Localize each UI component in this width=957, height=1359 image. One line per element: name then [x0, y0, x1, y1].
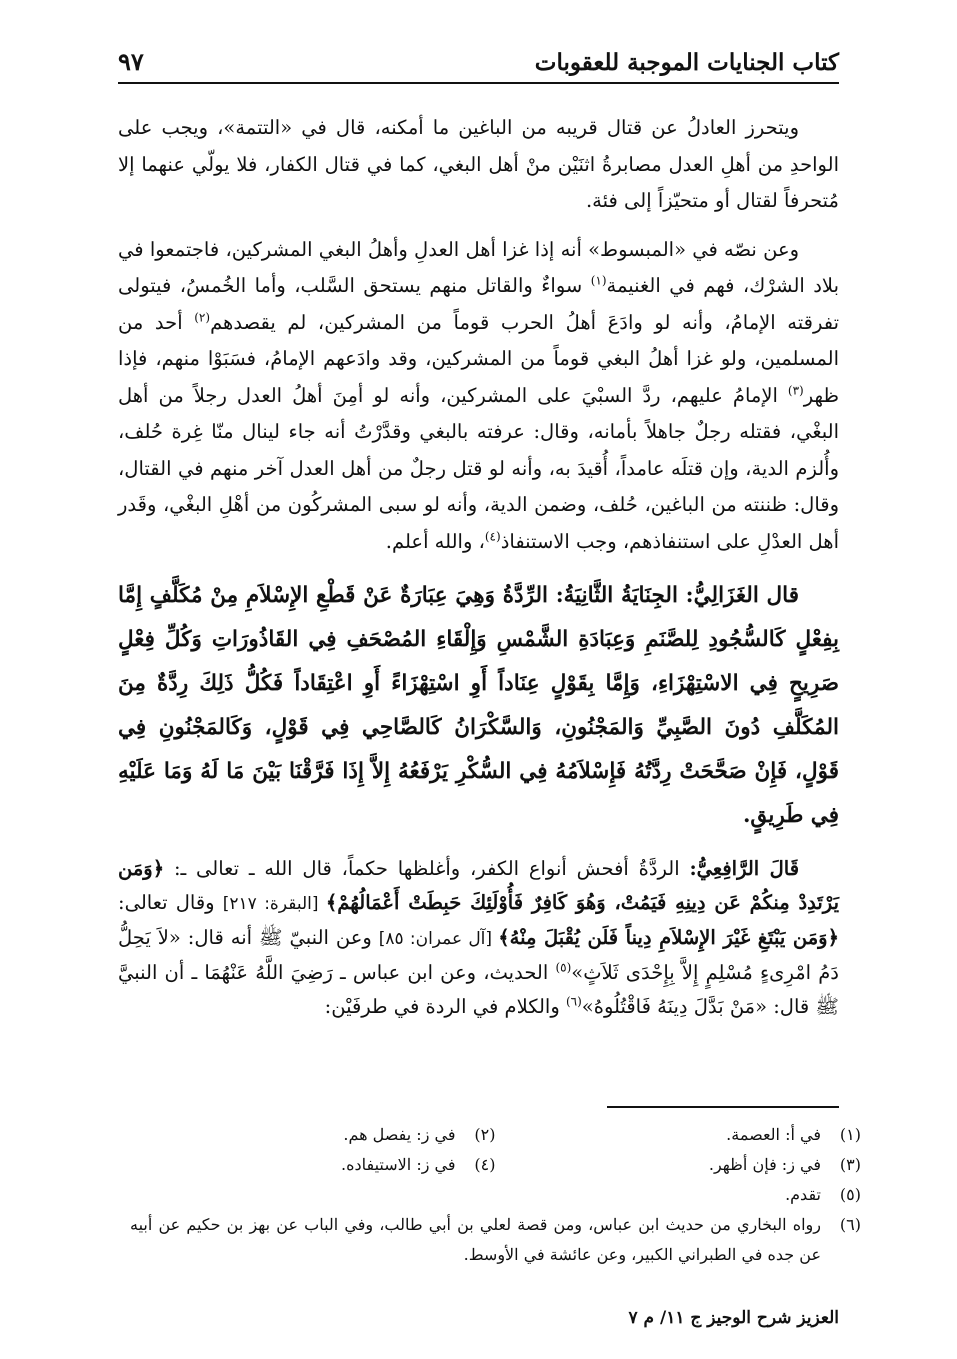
footnote-2 — [130, 1120, 496, 1150]
paragraph-2 — [118, 232, 839, 561]
footnote-6-text: رواه البخاري من حديث ابن عباس، ومن قصة لعلي بن أبي طالب، وفي الباب عن بهز بن حكيم عن أبيه عن جده في الطبراني الكبير، وعن عائشة في الأوسط. — [130, 1215, 821, 1264]
paragraph-2-text-e: ، والله أعلم. — [385, 529, 485, 553]
footnote-3-text: في ز: فإن أظهر. — [708, 1155, 821, 1174]
footnote-4-text: في ز: الاستيفاده. — [341, 1155, 456, 1174]
rafii-text-3: وعن النبيّ ﷺ أنه قال: «لاَ يَحِلُّ دَمُ امْرِىءٍ مُسْلِمٍ إِلاَّ بِإِحْدَى ثَلاَثٍ» — [118, 926, 839, 984]
verse-ref-2: [آل عمران: ٨٥] — [378, 929, 499, 949]
footnote-1-number: (١) — [839, 1125, 861, 1144]
rafii-lead: قَالَ الرَّافِعِيُّ: — [689, 857, 800, 880]
rafii-text-4: الحديث، وعن ابن عباس ـ رَضِيَ اللَّهُ عَنْهُمَا ـ أن النبيَّ ﷺ قال: «مَنْ بَدَّلَ دِينَهُ فَاقْتُلُوهُ» — [118, 961, 839, 1018]
footnote-3 — [496, 1150, 862, 1180]
footnote-1 — [496, 1120, 862, 1150]
footnote-5 — [496, 1180, 862, 1210]
quran-verse-1: ﴿وَمَن يَرْتَدِدْ مِنكُمْ عَن دِينِهِ فَيَمُتْ، وَهُوَ كَافِرٌ فَأُوْلَئِكَ حَبِطَتْ أَعْمَالُهُمْ﴾ — [118, 857, 839, 914]
footnote-5-number: (٥) — [839, 1185, 861, 1204]
page-number: ٩٧ — [118, 47, 144, 76]
running-title: كتاب الجنايات الموجبة للعقوبات — [534, 49, 839, 76]
footnote-row — [130, 1180, 861, 1210]
footnotes — [130, 1120, 861, 1270]
paragraph-2-text-c: أحد من المسلمين، ولو غزا أهلُ البغي قوماً من المشركين، وقد وادَعهم الإمامُ، فسَبَوْا منهم، فإذا ظهر — [118, 310, 839, 407]
rafii-text-2: وقال تعالى: — [118, 891, 223, 914]
footnote-row — [130, 1120, 861, 1150]
footnote-ref-2[interactable]: (٢) — [194, 310, 211, 324]
rafii-text-5: والكلام في الردة في طرفَيْن: — [324, 995, 566, 1018]
footnote-4-number: (٤) — [474, 1155, 496, 1174]
footnote-ref-6[interactable]: (٦) — [565, 994, 582, 1009]
footnote-ref-4[interactable]: (٤) — [484, 529, 501, 543]
footnote-2-number: (٢) — [474, 1125, 496, 1144]
ghazali-text — [118, 574, 839, 838]
quran-verse-2: ﴿وَمَن يَبْتَغِ غَيْرَ الإِسْلاَمِ دِيناً فَلَن يُقْبَلَ مِنْهُ﴾ — [498, 926, 839, 949]
footnote-divider — [607, 1106, 839, 1108]
paragraph-2-text-a: وعن نصّه في «المبسوط» أنه إذا غزا أهل العدلِ وأهلُ البغي المشركين، فاجتمعوا في بلاد الشرْك، فهم في الغنيمة — [118, 237, 839, 297]
rafii-text-1: الردَّةُ أفحش أنواع الكفر، وأغلظها حكماً، قال الله ـ تعالى ـ: — [164, 857, 690, 880]
page-header — [118, 44, 839, 84]
page-footer: العزيز شرح الوجيز ج ١١/ م ٧ — [628, 1308, 839, 1328]
paragraph-1-text: ويتحرز العادلُ عن قتال قريبه من الباغين ما أمكنه، قال في «التتمة»، ويجب على الواحدِ من أهلِ العدل مصابرةُ اثنَيْن منْ أهل البغي، كما في قتال الكفار، فلا يولّي عنهما إلا مُتحرفاً لقتال أو متحيّزاً إلى فئة. — [118, 116, 839, 212]
ghazali-body: الجِنَايَةُ الثَّانِيَةُ: الرِّدَّةُ وَهِيَ عِبَارَةٌ عَنْ قَطْعِ الإِسْلاَمِ مِنْ مُكَلَّفٍ إِمَّا بِفِعْلٍ كَالسُّجُودِ لِلصَّنَمِ وَعِبَادَةِ الشَّمْسِ وَإِلْقَاءِ المُصْحَفِ فِي القَاذُورَاتِ وَكُلِّ فِعْلٍ صَرِيحٍ فِي الاسْتِهْزَاءِ، وَإِمَّا بِقَوْلٍ عِنَاداً أَوِ اسْتِهْزَاءً أَوِ اعْتِقَاداً فَكُلُّ ذَلِكَ رِدَّةٌ مِنَ المُكَلَّفِ دُونَ الصَّبِيِّ وَالمَجْنُونِ، وَالسَّكْرَانُ كَالصَّاحِي فِي قَوْلٍ، وَكَالمَجْنُونِ فِي قَوْلٍ، فَإِنْ صَحَّحَتْ رِدَّتُهُ فَإِسْلاَمُهُ فِي السُّكْرِ يَرْفَعُهُ إِلاَّ إِذَا فَرَّقْنَا بَيْنَ مَا لَهُ وَمَا عَلَيْهِ فِي طَرِيقٍ. — [118, 583, 839, 828]
footnote-5-text: تقدم. — [785, 1185, 821, 1204]
footnote-2-text: في ز: يفصل هم. — [343, 1125, 456, 1144]
verse-ref-1: [البقرة: ٢١٧] — [222, 894, 326, 914]
paragraph-2-text-d: الإمامُ عليهم، ردَّ السبْيَ على المشركين، وأنه لو أمِنَ أهلُ العدل رجلاً من أهل البغْي، فقتله رجلٌ جاهلاً بأمانه، وقال: عرفته بالبغي وقدَّرْتُ أنه جاء لينال منّا غِرة حُلف، وأُلزم الدية، وإن قتلَه عامداً، أُقيدَ به، وأنه لو قتل رجلٌ من أهل العدل آخر منهم في القتال، وقال: ظننته من الباغين، حُلف، وضمن الدية، وأنه لو سبى المشركُون من أهْلِ البغْي، وقَدر أهل العدْلِ على استنفاذهم، وجب الاستنفاذ — [118, 383, 839, 553]
footnote-ref-1[interactable]: (١) — [590, 273, 607, 288]
footnote-ref-5[interactable]: (٥) — [555, 960, 572, 975]
rafii-commentary — [118, 852, 839, 1024]
paragraph-2-text-b: سواءٌ والقاتل منهم يستحق السَّلب، وأما الخُمسُ، فيتولى تفرقته الإمامُ، وأنه لو وادَعَ أهلُ الحرب قوماً من المشركين، لم يقصدهم — [118, 274, 839, 334]
footnote-4 — [130, 1150, 496, 1180]
page-body — [118, 110, 839, 1036]
footnote-3-number: (٣) — [839, 1155, 861, 1174]
footnote-6 — [130, 1210, 861, 1270]
footnote-row — [130, 1150, 861, 1180]
paragraph-1 — [118, 110, 839, 220]
ghazali-lead: قال الغَزَالِيُّ: — [685, 583, 800, 608]
footnote-ref-3[interactable]: (٣) — [787, 383, 804, 397]
footnote-6-number: (٦) — [839, 1215, 861, 1234]
footnote-1-text: في أ: العصمة. — [726, 1125, 821, 1144]
